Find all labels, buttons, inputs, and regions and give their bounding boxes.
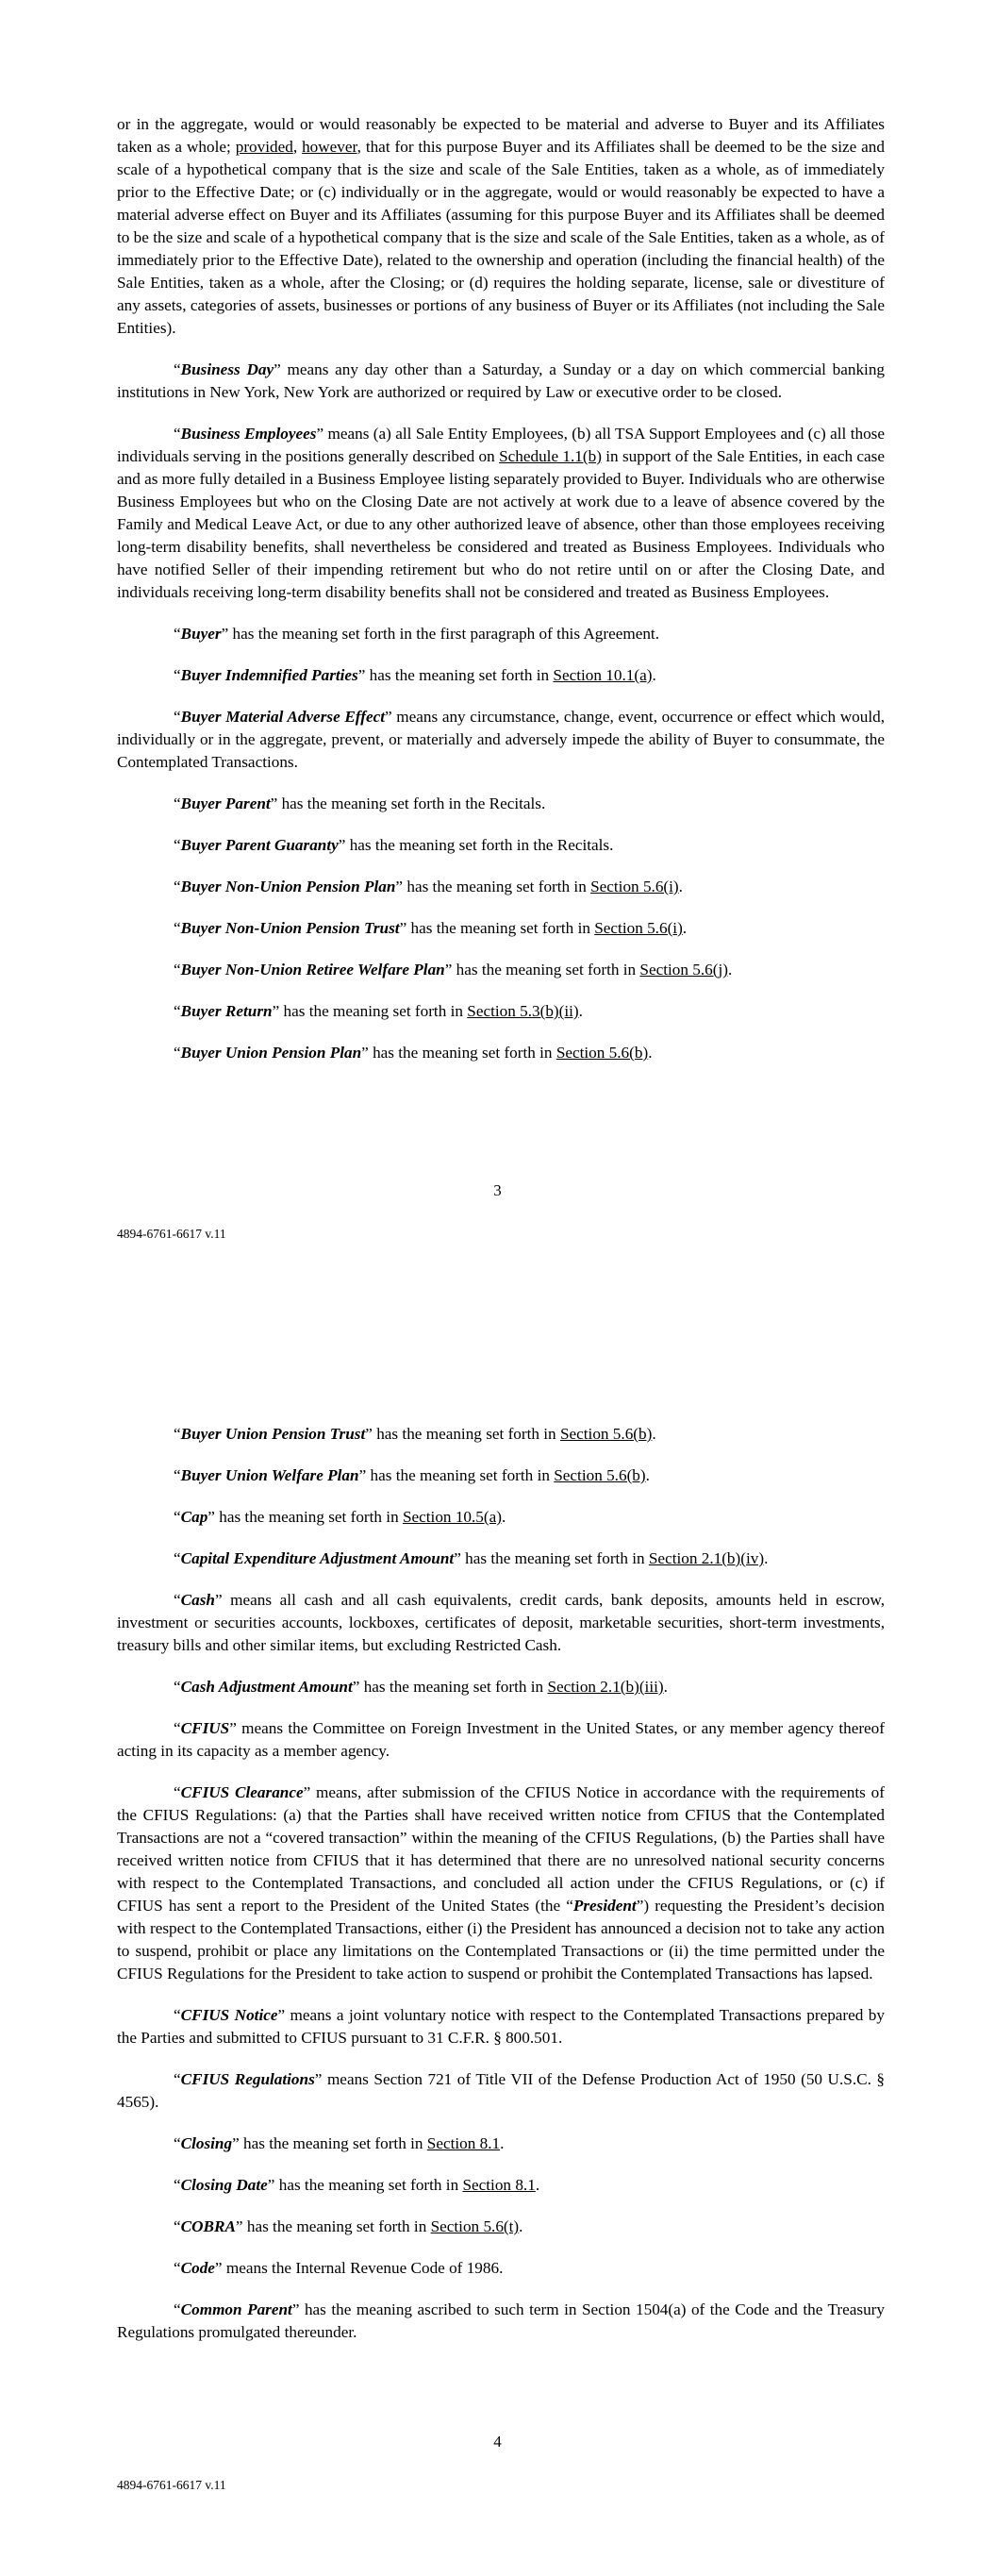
page-3-content bbox=[117, 113, 885, 1064]
definition-common-parent: “Common Parent” has the meaning ascribed to such term in Section 1504(a) of the Code and the Treasury Regulations promulgated thereunder. bbox=[117, 2300, 885, 2341]
page-3 bbox=[0, 0, 995, 1264]
cross-reference[interactable]: Section 5.6(b) bbox=[556, 1044, 649, 1062]
cross-reference[interactable]: Section 10.1(a) bbox=[553, 666, 653, 684]
cross-reference[interactable]: Section 5.6(t) bbox=[430, 2217, 520, 2235]
definition-buyer-parent: “Buyer Parent” has the meaning set forth in the Recitals. bbox=[174, 795, 546, 812]
cross-reference[interactable]: Section 2.1(b)(iii) bbox=[547, 1678, 664, 1696]
cross-reference[interactable]: Section 5.3(b)(ii) bbox=[467, 1002, 579, 1020]
definition-code: “Code” means the Internal Revenue Code of 1986. bbox=[174, 2259, 504, 2277]
page-number: 4 bbox=[493, 2433, 502, 2451]
cross-reference[interactable]: Section 2.1(b)(iv) bbox=[648, 1549, 765, 1567]
definition-cfius: “CFIUS” means the Committee on Foreign Investment in the United States, or any member agency thereof acting in its capacity as a member agency. bbox=[117, 1719, 885, 1760]
cross-reference[interactable]: Section 8.1 bbox=[462, 2176, 536, 2194]
definition-buyer-non-union-pension-plan: “Buyer Non-Union Pension Plan” has the meaning set forth in Section 5.6(i). bbox=[174, 878, 683, 895]
page-4 bbox=[0, 1264, 995, 2576]
definition-business-day: “Business Day” means any day other than a Saturday, a Sunday or a day on which commercial banking institutions in New York, New York are authorized or required by Law or executive order to be closed. bbox=[117, 360, 886, 401]
cross-reference[interactable]: Section 5.6(j) bbox=[639, 961, 728, 979]
definition-cfius-notice: “CFIUS Notice” means a joint voluntary notice with respect to the Contemplated Transactions prepared by the Parties and submitted to CFIUS pursuant to 31 C.F.R. § 800.501. bbox=[117, 2006, 885, 2047]
definition-business-employees: “Business Employees” means (a) all Sale Entity Employees, (b) all TSA Support Employees and (c) all those individuals serving in the positions generally described on Schedule 1.1(b) in support of the Sale Entities, in each case and as more fully detailed in a Business Employee listing separately provided to Buyer. Individuals who are otherwise Business Employees but who on the Closing Date are not actively at work due to a leave of absence covered by the Family and Medical Leave Act, or due to any other authorized leave of absence, other than those employees receiving long-term disability benefits, shall nevertheless be considered and treated as Business Employees. Individuals who have notified Seller of their impending retirement but who do not retire until on or after the Closing Date, and individuals receiving long-term disability benefits shall not be considered and treated as Business Employees. bbox=[117, 425, 886, 601]
cross-reference[interactable]: Section 10.5(a) bbox=[402, 1508, 502, 1526]
definition-cfius-clearance: “CFIUS Clearance” means, after submission of the CFIUS Notice in accordance with the requirements of the CFIUS Regulations: (a) that the Parties shall have received written notice from CFIUS that the Contemplated Transactions are not a “covered transaction” within the meaning of the CFIUS Regulations, (b) the Parties shall have received written notice from CFIUS that it has determined that there are no unresolved national security concerns with respect to the Contemplated Transactions, and concluded all action under the CFIUS Regulations, or (c) if CFIUS has sent a report to the President of the United States (the “President”) requesting the President’s decision with respect to the Contemplated Transactions, either (i) the President has announced a decision not to take any action to suspend, prohibit or place any limitations on the Contemplated Transactions or (ii) the time permitted under the CFIUS Regulations for the President to take action to suspend or prohibit the Contemplated Transactions has lapsed. bbox=[117, 1783, 885, 1982]
definition-buyer: “Buyer” has the meaning set forth in the first paragraph of this Agreement. bbox=[174, 625, 660, 643]
definition-closing: “Closing” has the meaning set forth in Section 8.1. bbox=[174, 2134, 505, 2152]
definition-buyer-non-union-retiree-welfare-plan: “Buyer Non-Union Retiree Welfare Plan” has the meaning set forth in Section 5.6(j). bbox=[174, 961, 733, 979]
definition-cash-adjustment: “Cash Adjustment Amount” has the meaning set forth in Section 2.1(b)(iii). bbox=[174, 1678, 668, 1696]
document-id: 4894-6761-6617 v.11 bbox=[117, 2478, 226, 2492]
definition-cfius-regulations: “CFIUS Regulations” means Section 721 of Title VII of the Defense Production Act of 1950 (50 U.S.C. § 4565). bbox=[117, 2070, 886, 2111]
definition-cap: “Cap” has the meaning set forth in Section 10.5(a). bbox=[174, 1508, 506, 1526]
page-number: 3 bbox=[493, 1181, 502, 1199]
definition-capex-adjustment: “Capital Expenditure Adjustment Amount” has the meaning set forth in Section 2.1(b)(iv). bbox=[174, 1549, 769, 1567]
definition-cobra: “COBRA” has the meaning set forth in Section 5.6(t). bbox=[174, 2217, 523, 2235]
cross-reference[interactable]: Section 5.6(i) bbox=[590, 878, 679, 895]
definition-buyer-return: “Buyer Return” has the meaning set forth in Section 5.3(b)(ii). bbox=[174, 1002, 583, 1020]
definition-buyer-indemnified-parties: “Buyer Indemnified Parties” has the meaning set forth in Section 10.1(a). bbox=[174, 666, 656, 684]
document-id: 4894-6761-6617 v.11 bbox=[117, 1227, 226, 1241]
cross-reference[interactable]: Section 5.6(b) bbox=[554, 1466, 646, 1484]
definition-buyer-union-welfare-plan: “Buyer Union Welfare Plan” has the meaning set forth in Section 5.6(b). bbox=[174, 1466, 650, 1484]
continuation-paragraph: or in the aggregate, would or would reasonably be expected to be material and adverse to Buyer and its Affiliates taken as a whole; provided, however, that for this purpose Buyer and its Affiliates shall be deemed to be the size and scale of a hypothetical company that is the size and scale of the Sale Entities, taken as a whole, as of immediately prior to the Effective Date; or (c) individually or in the aggregate, would or would reasonably be expected to have a material adverse effect on Buyer and its Affiliates (assuming for this purpose Buyer and its Affiliates shall be deemed to be the size and scale of a hypothetical company that is the size and scale of the Sale Entities, taken as a whole, as of immediately prior to the Effective Date), related to the ownership and operation (including the financial health) of the Sale Entities, taken as a whole, after the Closing; or (d) requires the holding separate, license, sale or divestiture of any assets, categories of assets, businesses or portions of any business of Buyer or its Affiliates (not including the Sale Entities). bbox=[117, 115, 885, 337]
definition-buyer-union-pension-trust: “Buyer Union Pension Trust” has the meaning set forth in Section 5.6(b). bbox=[174, 1425, 656, 1443]
cross-reference[interactable]: Section 5.6(b) bbox=[559, 1425, 653, 1443]
definition-closing-date: “Closing Date” has the meaning set forth in Section 8.1. bbox=[174, 2176, 540, 2194]
cross-reference[interactable]: Section 5.6(i) bbox=[594, 919, 683, 937]
cross-reference[interactable]: Schedule 1.1(b) bbox=[499, 447, 602, 465]
definition-buyer-mae: “Buyer Material Adverse Effect” means any circumstance, change, event, occurrence or effect which would, individually or in the aggregate, prevent, or materially and adversely impede the ability of Buyer to consummate, the Contemplated Transactions. bbox=[117, 708, 885, 771]
definition-buyer-union-pension-plan: “Buyer Union Pension Plan” has the meaning set forth in Section 5.6(b). bbox=[174, 1044, 653, 1062]
page-4-content bbox=[117, 1423, 885, 2344]
definition-buyer-parent-guaranty: “Buyer Parent Guaranty” has the meaning set forth in the Recitals. bbox=[174, 836, 614, 854]
definition-cash: “Cash” means all cash and all cash equivalents, credit cards, bank deposits, amounts held in escrow, investment or securities accounts, lockboxes, certificates of deposit, marketable securities, short-term investments, treasury bills and other similar items, but excluding Restricted Cash. bbox=[117, 1591, 885, 1654]
cross-reference[interactable]: Section 8.1 bbox=[426, 2134, 501, 2152]
definition-buyer-non-union-pension-trust: “Buyer Non-Union Pension Trust” has the meaning set forth in Section 5.6(i). bbox=[174, 919, 688, 937]
